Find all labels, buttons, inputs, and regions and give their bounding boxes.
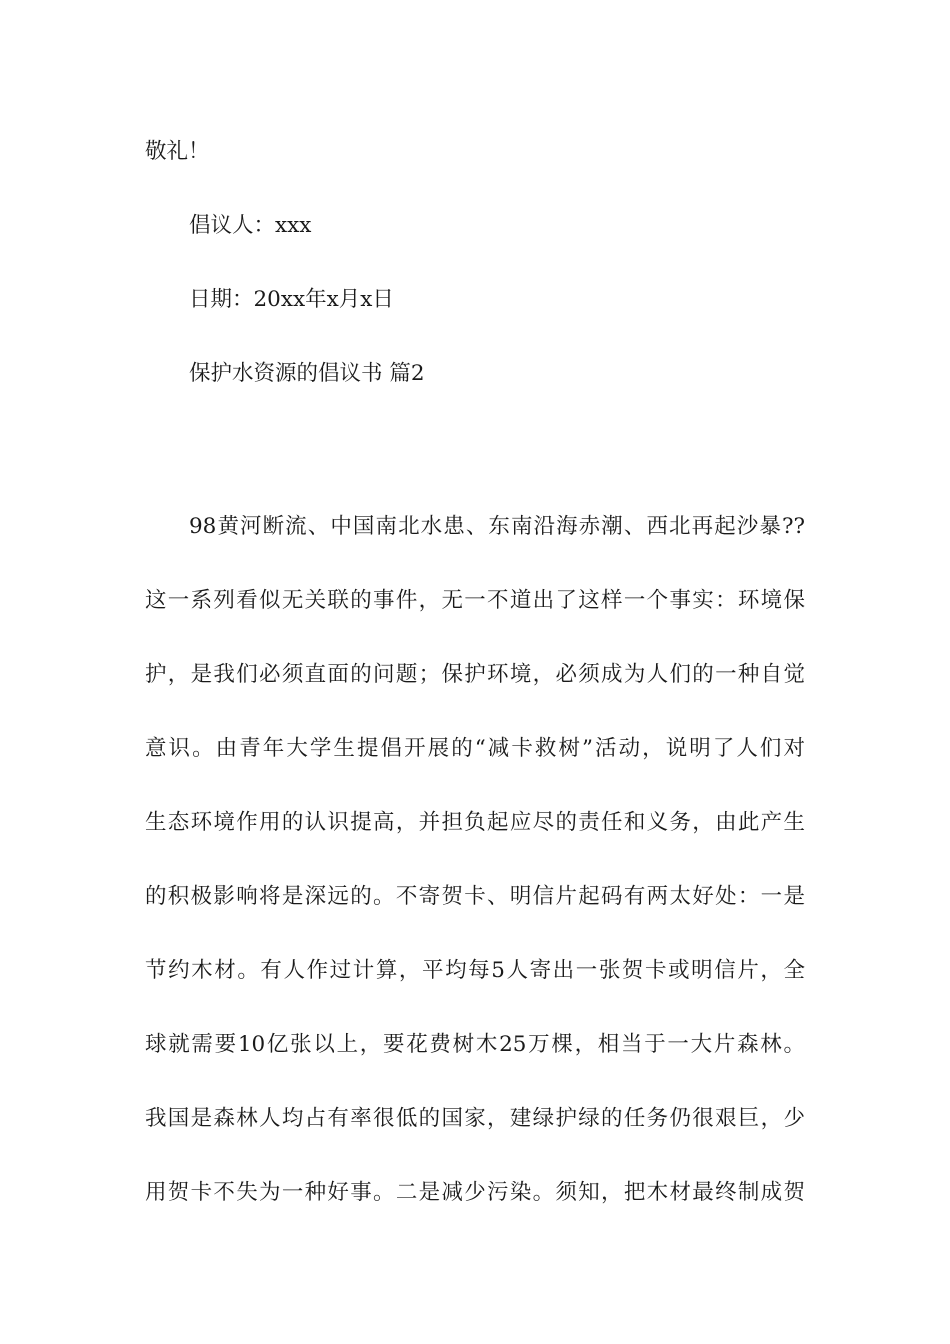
closing-salutation: 敬礼！ — [145, 139, 210, 164]
paragraph-line: 护，是我们必须直面的问题；保护环境，必须成为人们的一种自觉 — [145, 662, 805, 687]
paragraph-line: 我国是森林人均占有率很低的国家，建绿护绿的任务仍很艰巨，少 — [145, 1106, 805, 1131]
paragraph-line: 节约木材。有人作过计算，平均每5人寄出一张贺卡或明信片，全 — [145, 958, 805, 983]
paragraph-line: 这一系列看似无关联的事件，无一不道出了这样一个事实：环境保 — [145, 588, 805, 613]
paragraph-line: 生态环境作用的认识提高，并担负起应尽的责任和义务，由此产生 — [145, 810, 805, 835]
proposer-line: 倡议人：xxx — [189, 213, 312, 238]
paragraph-line: 98黄河断流、中国南北水患、东南沿海赤潮、西北再起沙暴?? — [189, 514, 805, 539]
paragraph-line: 球就需要10亿张以上，要花费树木25万棵，相当于一大片森林。 — [145, 1032, 805, 1057]
paragraph-line: 意识。由青年大学生提倡开展的“减卡救树”活动，说明了人们对 — [145, 736, 805, 761]
date-line: 日期：20xx年x月x日 — [189, 287, 394, 312]
section-title: 保护水资源的倡议书 篇2 — [189, 361, 425, 386]
paragraph-line: 用贺卡不失为一种好事。二是减少污染。须知，把木材最终制成贺 — [145, 1180, 805, 1205]
paragraph-line: 的积极影响将是深远的。不寄贺卡、明信片起码有两太好处：一是 — [145, 884, 805, 909]
